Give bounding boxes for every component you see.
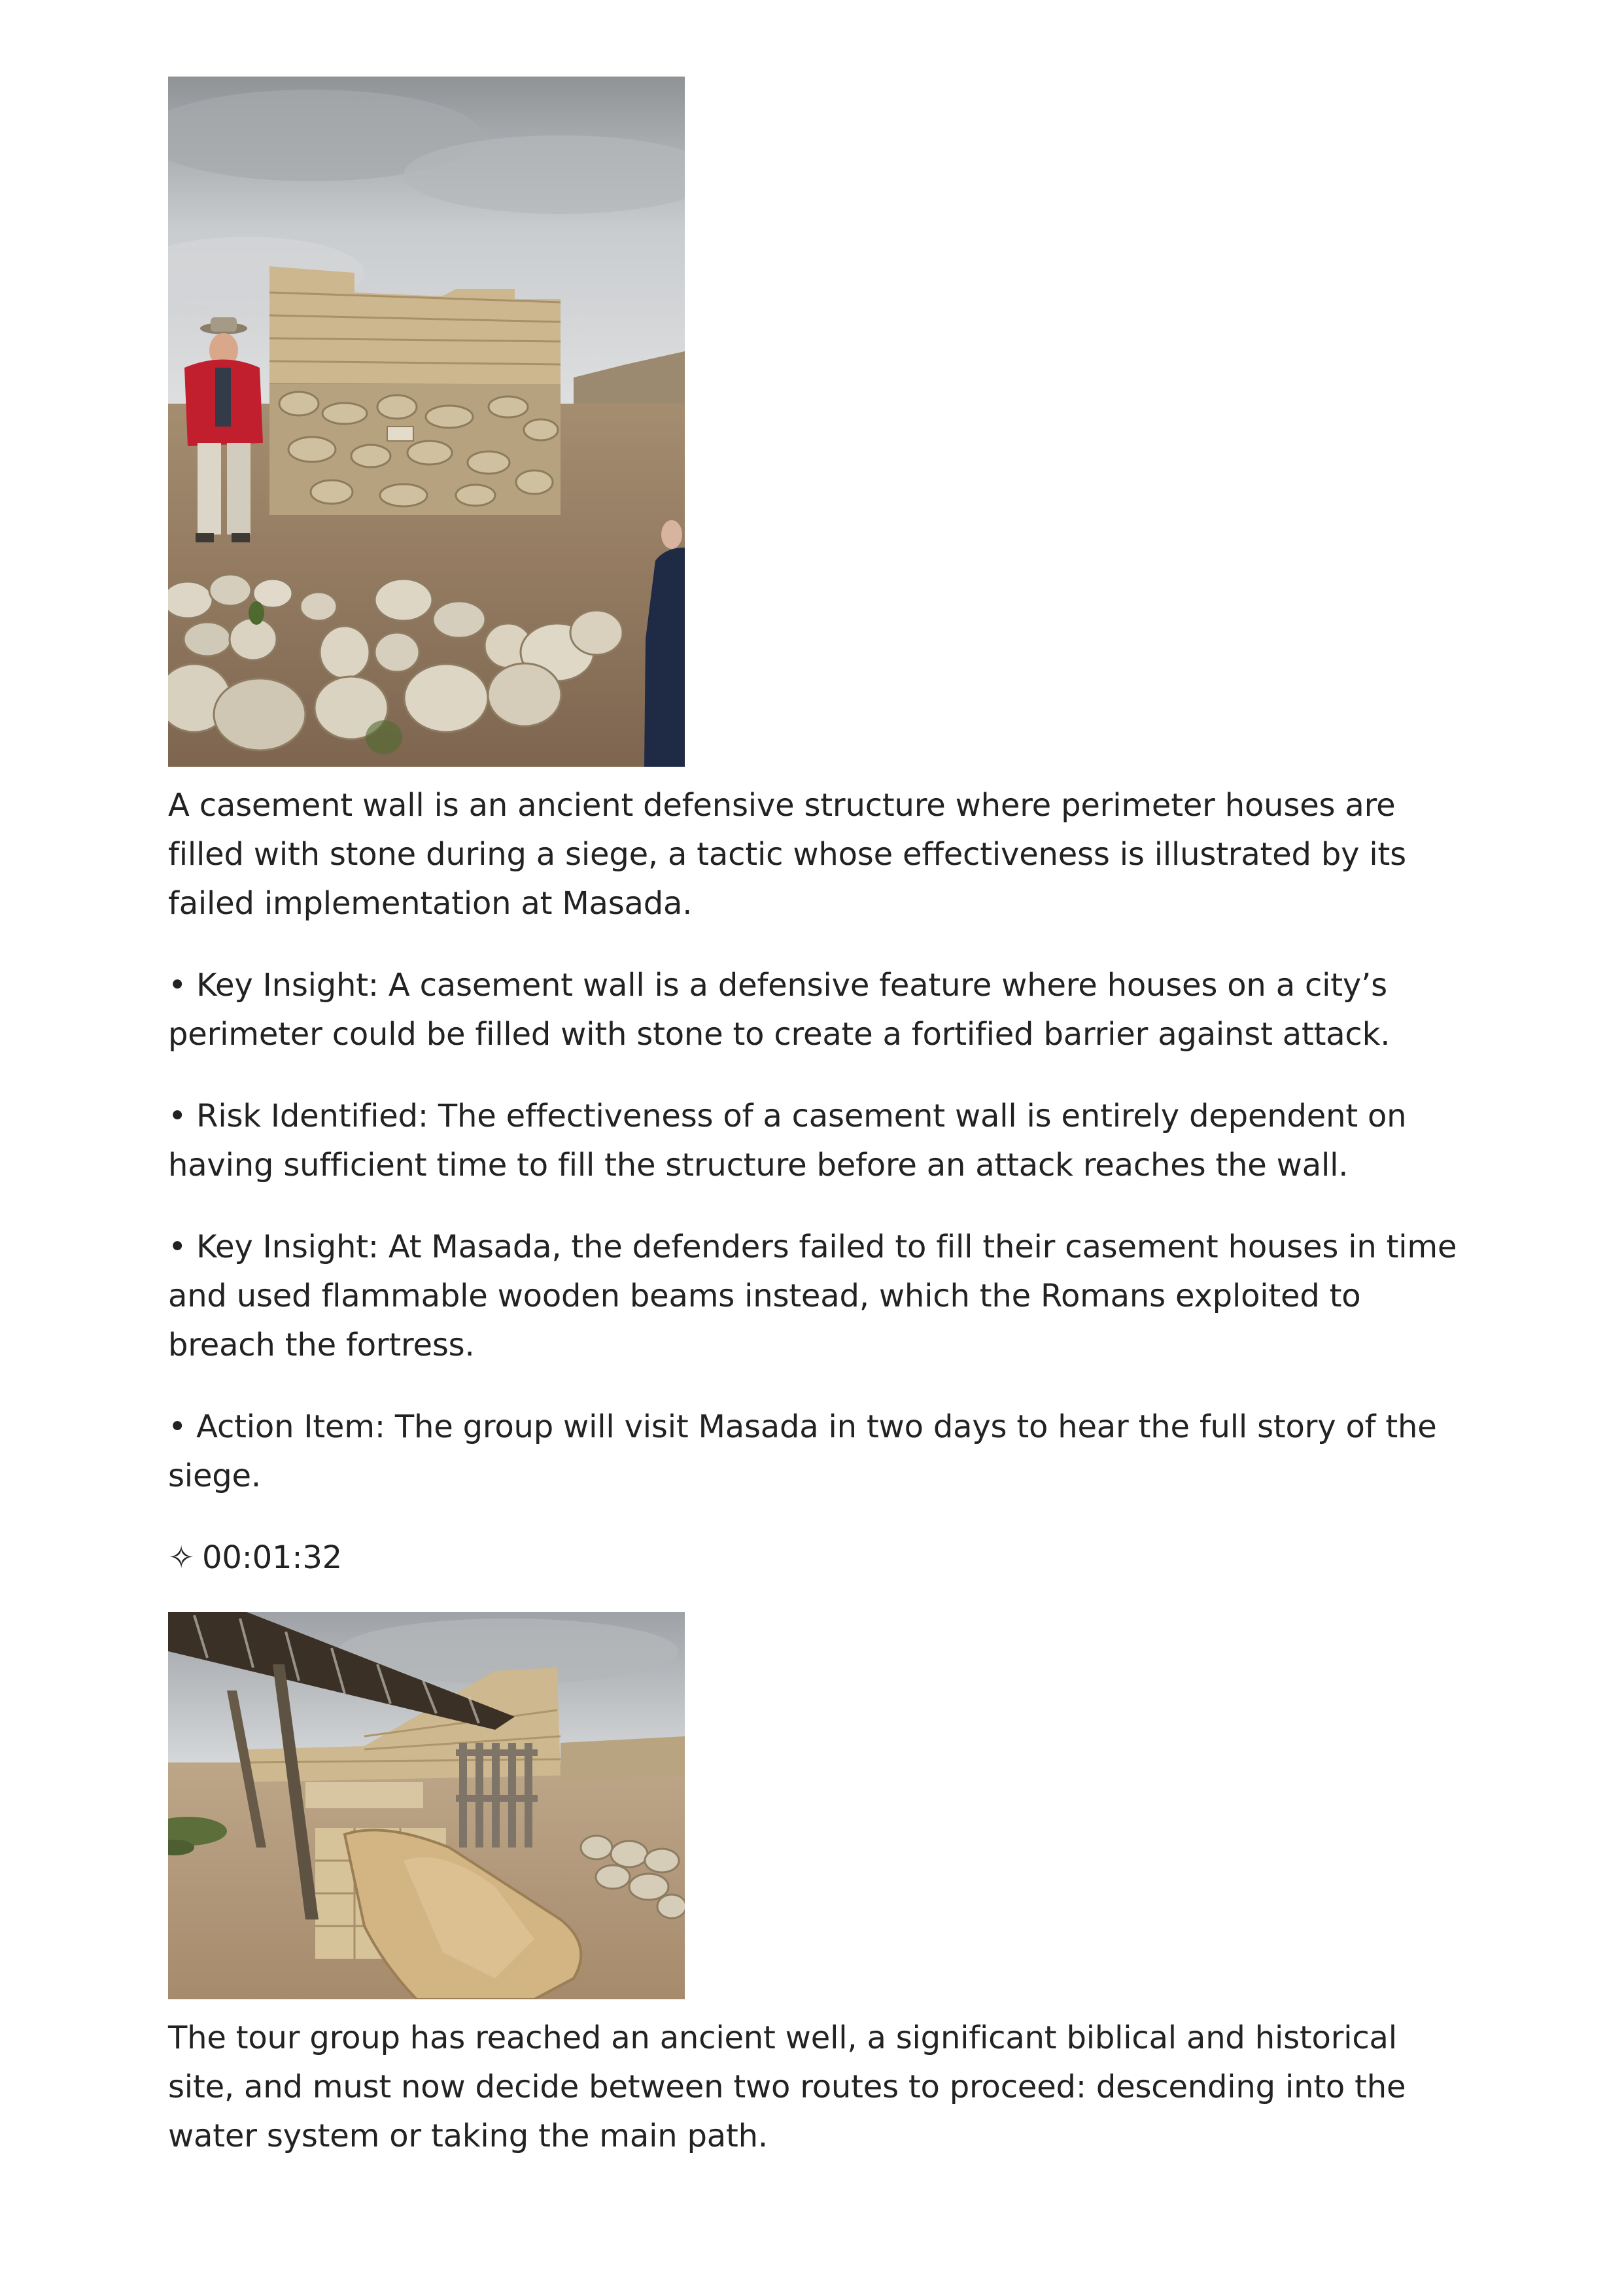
document-page bbox=[168, 77, 1470, 2161]
sparkle-icon: ✧ bbox=[168, 1539, 195, 1576]
casement-wall-photo bbox=[168, 77, 685, 767]
timestamp bbox=[168, 1533, 1470, 1583]
ancient-well-photo bbox=[168, 1612, 685, 1999]
timestamp-value: 00:01:32 bbox=[202, 1539, 343, 1576]
bullet-risk-identified: • Risk Identified: The effectiveness of a casement wall is entirely dependent on having sufficient time to fill the structure before an attack reaches the wall. bbox=[168, 1098, 1407, 1183]
ancient-well-summary: The tour group has reached an ancient well, a significant biblical and historical site, and must now decide between two routes to proceed: descending into the water system or taking the main path. bbox=[168, 2020, 1406, 2154]
casement-wall-summary: A casement wall is an ancient defensive structure where perimeter houses are filled with stone during a siege, a tactic whose effectiveness is illustrated by its failed implementation at Masada. bbox=[168, 787, 1406, 922]
bullet-key-insight-masada: • Key Insight: At Masada, the defenders failed to fill their casement houses in time and used flammable wooden beams instead, which the Romans exploited to breach the fortress. bbox=[168, 1229, 1457, 1363]
bullet-action-item: • Action Item: The group will visit Masada in two days to hear the full story of the siege. bbox=[168, 1409, 1437, 1494]
bullet-key-insight-casement: • Key Insight: A casement wall is a defensive feature where houses on a city’s perimeter could be filled with stone to create a fortified barrier against attack. bbox=[168, 967, 1391, 1053]
